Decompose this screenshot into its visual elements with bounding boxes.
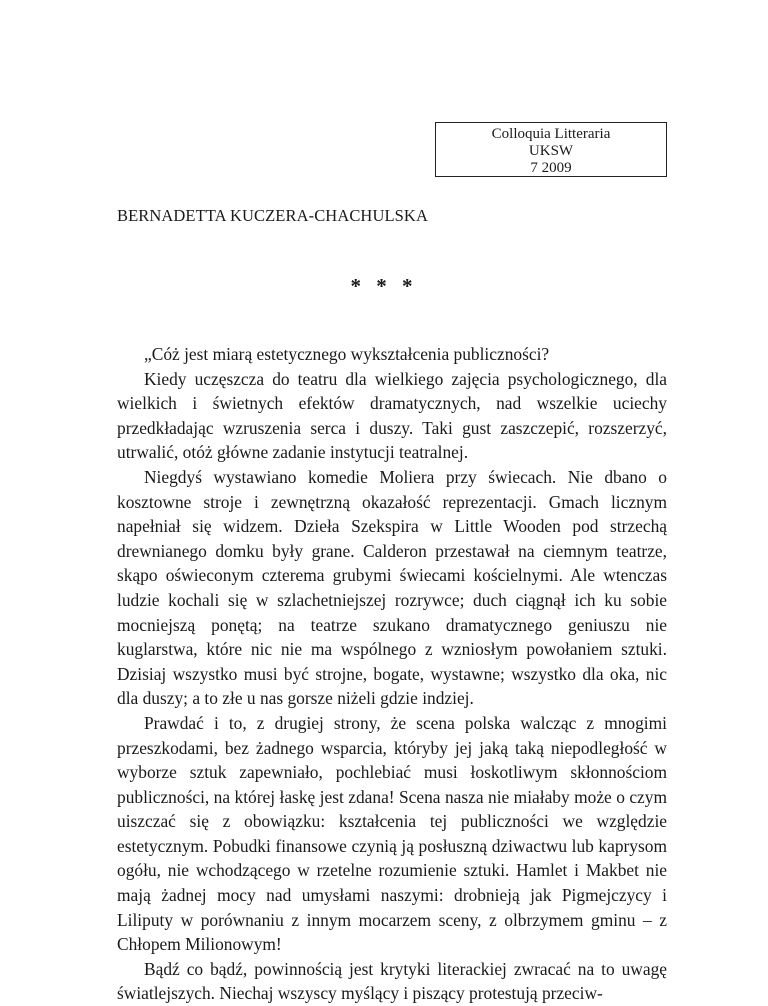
journal-publisher: UKSW	[528, 143, 574, 159]
journal-volume-year: 7 2009	[530, 160, 572, 176]
paragraph: „Cóż jest miarą estetycznego wykształcenia publiczności?	[144, 344, 550, 364]
journal-info-box	[435, 122, 667, 177]
paragraph: Bądź co bądź, powinnością jest krytyki literackiej zwracać na to uwagę światlejszych. Niechaj wszyscy myślący i piszący protestują przeciw-	[117, 958, 667, 1004]
paragraph: Kiedy uczęszcza do teatru dla wielkiego zajęcia psychologicznego, dla wielkich i świetnych efektów dramatycznych, nad wszelkie uciechy przedkładając wzruszenia serca i duszy. Taki gust zaszczepić, rozszerzyć, utrwalić, otóż główne zadanie instytucji teatralnej.	[117, 368, 667, 463]
author-name: BERNADETTA KUCZERA-CHACHULSKA	[117, 206, 428, 225]
paragraph: Niegdyś wystawiano komedie Moliera przy świecach. Nie dbano o kosztowne stroje i zewnętrzną okazałość reprezentacji. Gmach licznym napełniał się widzem. Dzieła Szekspira w Little Wooden pod strzechą drewnianego domku były grane. Calderon przestawał na ciemnym teatrze, skąpo oświeconym czterema grubymi świecami kościelnymi. Ale wtenczas ludzie kochali się w szlachetniejszej rozrywce; duch ciągnął ich ku sobie mocniejszą ponętą; na teatrze szukano dramatycznego geniuszu nie kuglarstwa, które nic nie ma wspólnego z wzniosłym powołaniem sztuki. Dzisiaj wszystko musi być strojne, bogate, wystawne; wszystko dla oka, nic dla duszy; a to złe u nas gorsze niżeli gdzie indziej.	[117, 466, 667, 709]
paragraph: Prawdać i to, z drugiej strony, że scena polska walcząc z mnogimi przeszkodami, bez żadnego wsparcia, któryby jej jaką taką niepodległość w wyborze sztuk zapewniało, pochlebiać musi łoskotliwym skłonnościom publiczności, na której łaskę jest zdana! Scena nasza nie miałaby może o czym uiszczać się z obowiązku: kształcenia tej publiczności we względzie estetycznym. Pobudki finansowe czynią ją posłuszną dziwactwu lub kaprysom ogółu, nie wchodzącego w rzetelne rozumienie sztuki. Hamlet i Makbet nie mają żadnej mocy nad umysłami naszymi: drobnieją jak Pigmejczycy i Liliputy w porównaniu z innym mocarzem sceny, z olbrzymem gminu – z Chłopem Milionowym!	[117, 712, 667, 955]
article-title: * * *	[350, 274, 418, 298]
journal-title: Colloquia Litteraria	[491, 126, 611, 142]
article-body	[117, 342, 667, 1006]
